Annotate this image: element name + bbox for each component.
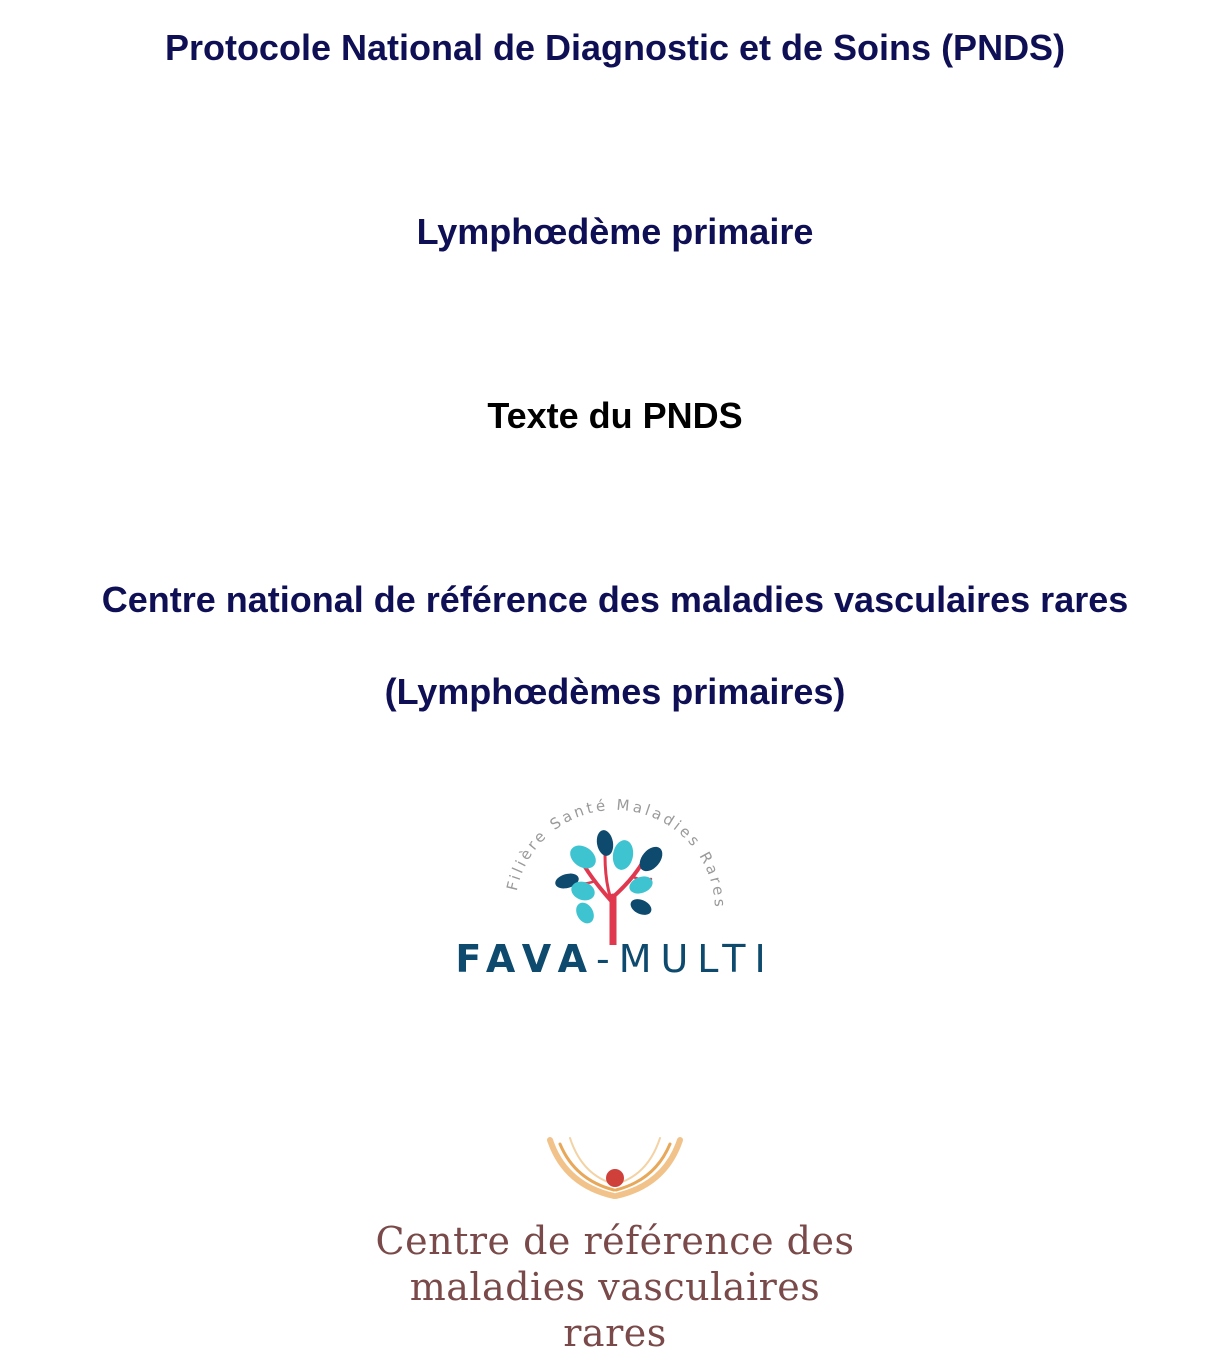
fava-multi-logo [445, 785, 785, 985]
reference-centre-name: Centre national de référence des maladies vasculaires rares [101, 579, 1129, 620]
crmvr-dot [606, 1169, 624, 1187]
crmvr-wordmark [370, 1218, 860, 1356]
document-type: Texte du PNDS [487, 395, 743, 436]
fava-tree-emblem [445, 785, 785, 945]
fava-multi-wordmark [445, 937, 785, 981]
crmvr-fan [550, 1138, 680, 1196]
fava-arc-textpath: Filière Santé Maladies Rares [503, 795, 730, 911]
document-title: Protocole National de Diagnostic et de Soins (PNDS) [164, 27, 1066, 68]
crmvr-logo [370, 1130, 860, 1355]
crmvr-emblem [370, 1130, 860, 1210]
fava-dash: - [595, 937, 619, 981]
document-subject: Lymphœdème primaire [416, 211, 814, 252]
reference-centre-scope: (Lymphœdèmes primaires) [384, 671, 846, 712]
crmvr-line1: Centre de référence des [375, 1219, 855, 1263]
fava-word: FAVA [455, 937, 596, 981]
multi-word: MULTI [618, 937, 775, 981]
crmvr-line2: maladies vasculaires rares [409, 1265, 821, 1355]
